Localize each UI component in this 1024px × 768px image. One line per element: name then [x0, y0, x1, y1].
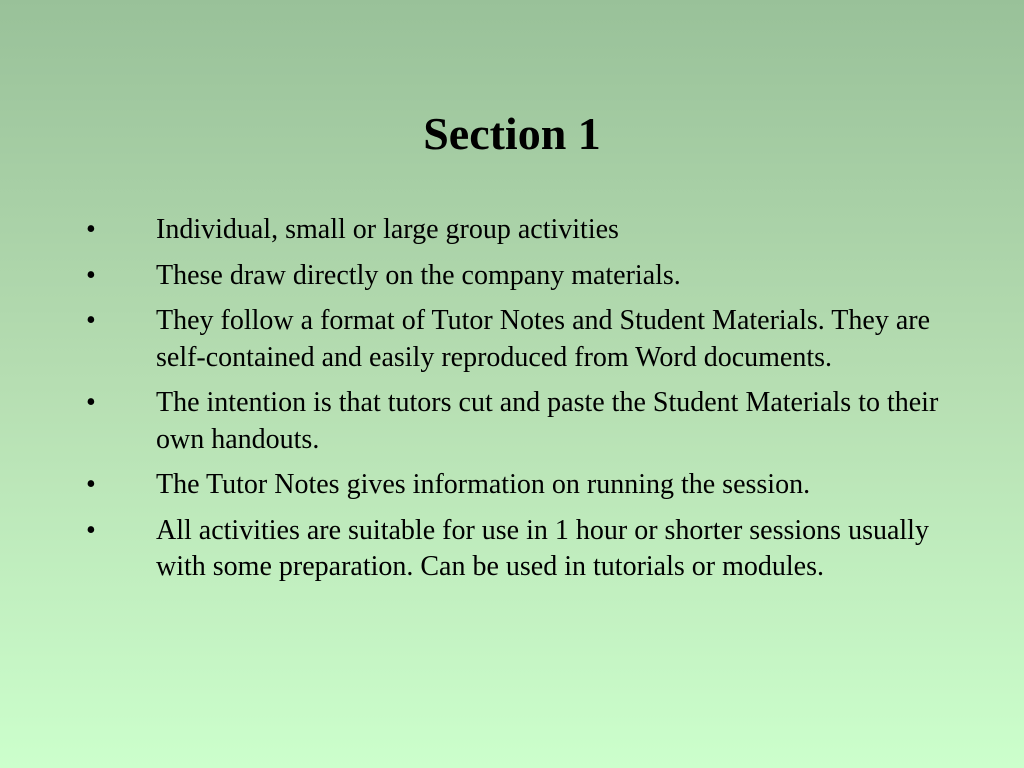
- bullet-marker: •: [86, 469, 96, 500]
- bullet-item: [0, 258, 946, 295]
- bullet-marker: •: [86, 259, 96, 291]
- bullet-item: [0, 212, 946, 249]
- bullet-text: They follow a format of Tutor Notes and Student Materials. They are self-contained and easily reproduced from Word documents.: [156, 305, 930, 373]
- bullet-text: These draw directly on the company materials.: [156, 259, 681, 291]
- bullet-text: The intention is that tutors cut and paste the Student Materials to their own handouts.: [156, 387, 939, 455]
- bullet-text: Individual, small or large group activities: [156, 214, 619, 245]
- bullet-item: [0, 385, 946, 458]
- bullet-item: [0, 303, 946, 376]
- bullet-list: [0, 212, 1024, 595]
- bullet-marker: •: [86, 305, 96, 336]
- slide-title: Section 1: [423, 108, 601, 159]
- bullet-text: The Tutor Notes gives information on running the session.: [156, 469, 811, 500]
- bullet-marker: •: [86, 514, 96, 546]
- bullet-item: [0, 467, 946, 504]
- bullet-marker: •: [86, 387, 96, 418]
- bullet-item: [0, 513, 946, 586]
- bullet-text: All activities are suitable for use in 1 hour or shorter sessions usually with some preparation. Can be used in tutorials or modules.: [156, 514, 929, 582]
- bullet-marker: •: [86, 214, 96, 245]
